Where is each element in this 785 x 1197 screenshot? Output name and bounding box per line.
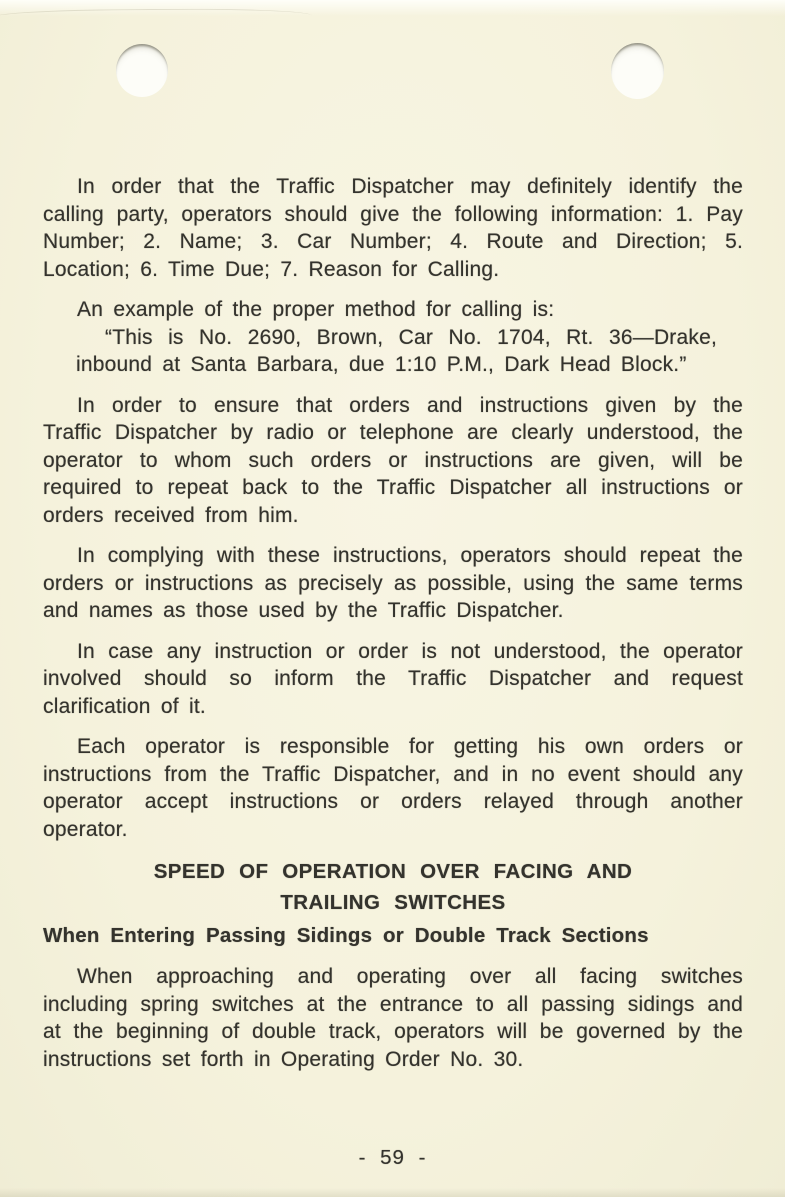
paragraph-switch-speed: When approaching and operating over all facing switches including spring switches at the entrance to all passing sidings and at the beginning of double track, operators will be governed by the instructions set forth in Operating Order No. 30. [43, 965, 743, 1071]
page-top-edge [0, 0, 785, 16]
paragraph-example-intro: An example of the proper method for calling is: [77, 298, 555, 321]
page-content [43, 173, 743, 1086]
paragraph-example-quote: “This is No. 2690, Brown, Car No. 1704, Rt. 36—Drake, inbound at Santa Barbara, due 1:10 P.M., Dark Head Block.” [76, 325, 717, 376]
section-heading-line1: SPEED OF OPERATION OVER FACING AND [153, 860, 633, 883]
page-number: - 59 - [358, 1146, 427, 1169]
paragraph-own-orders: Each operator is responsible for getting his own orders or instructions from the Traffic Dispatcher, and in no event should any operator accept instructions or orders relayed through another operator. [43, 735, 743, 841]
paragraph-not-understood: In case any instruction or order is not understood, the operator involved should so inform the Traffic Dispatcher and request clarification of it. [43, 639, 743, 718]
section-heading [43, 856, 743, 918]
section-heading-line2: TRAILING SWITCHES [280, 891, 506, 914]
paragraph-identify-caller: In order that the Traffic Dispatcher may definitely identify the calling party, operators should give the following information: 1. Pay Number; 2. Name; 3. Car Number; 4. Route and Direction; 5. Location; 6. Time Due; 7. Reason for Calling. [43, 175, 743, 281]
subsection-heading: When Entering Passing Sidings or Double Track Sections [43, 924, 649, 947]
paragraph-complying: In complying with these instructions, operators should repeat the orders or instructions as precisely as possible, using the same terms and names as those used by the Traffic Dispatcher. [43, 544, 743, 622]
paragraph-repeat-back: In order to ensure that orders and instructions given by the Traffic Dispatcher by radio or telephone are clearly understood, the operator to whom such orders or instructions are given, will be required to repeat back to the Traffic Dispatcher all instructions or orders received from him. [43, 393, 743, 527]
page-bottom-edge [0, 1188, 785, 1197]
punch-hole-left [116, 44, 168, 97]
punch-hole-right [611, 43, 664, 99]
